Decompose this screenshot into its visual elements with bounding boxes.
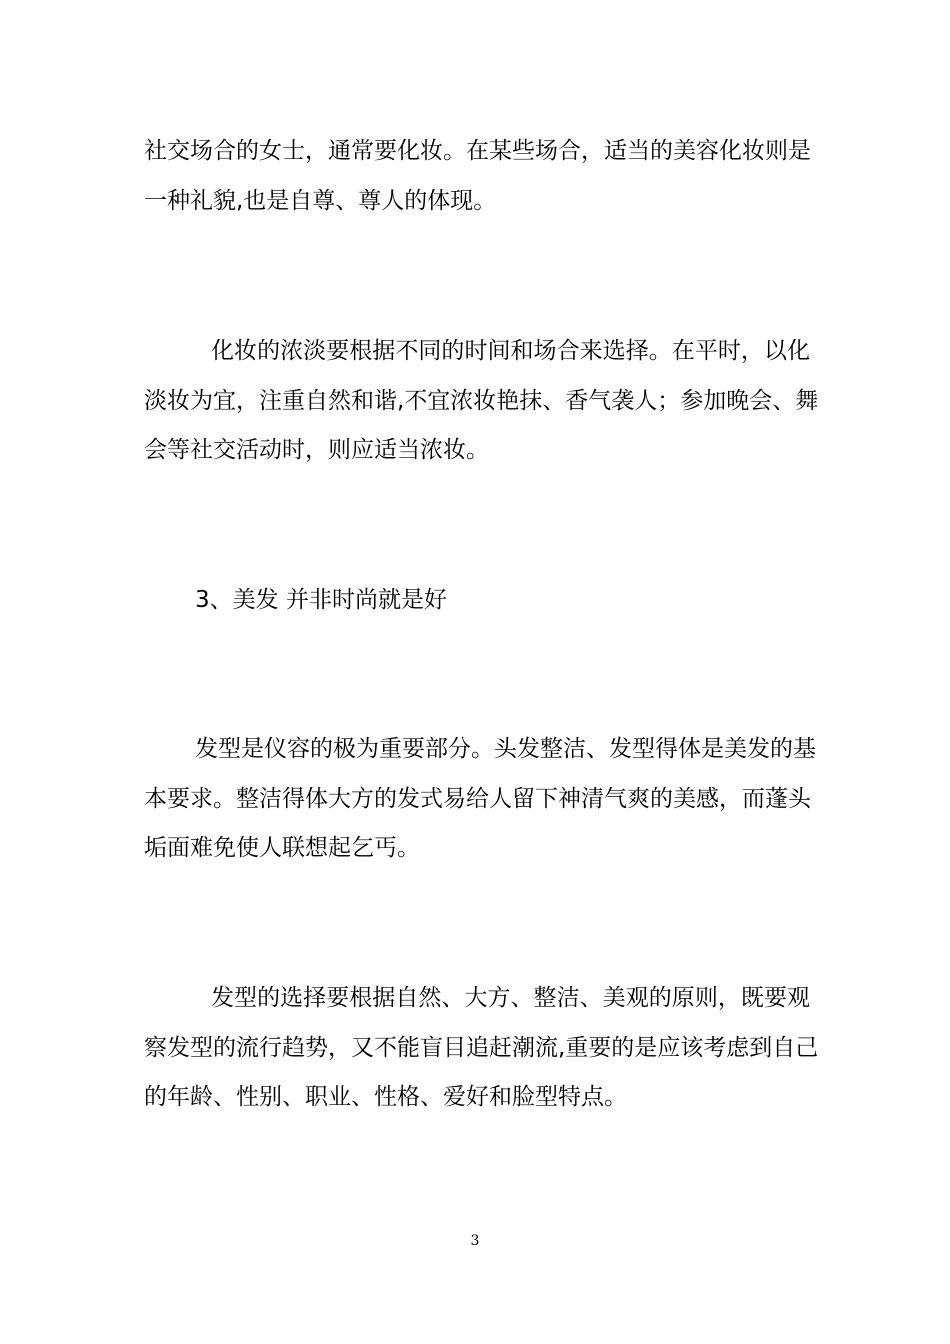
text-line: 淡妆为宜，注重自然和谐,不宜浓妆艳抹、香气袭人；参加晚会、舞 xyxy=(144,388,819,414)
text-line: 会等社交活动时，则应适当浓妆。 xyxy=(144,437,489,463)
heading-text: 3、美发 并非时尚就是好 xyxy=(195,587,447,613)
text-line: 一种礼貌,也是自尊、尊人的体现。 xyxy=(144,188,497,214)
text-line: 本要求。整洁得体大方的发式易给人留下神清气爽的美感，而蓬头 xyxy=(144,786,811,812)
text-line: 发型的选择要根据自然、大方、整洁、美观的原则，既要观 xyxy=(211,985,810,1011)
page-number: 3 xyxy=(470,1233,480,1249)
text-line: 发型是仪容的极为重要部分。头发整洁、发型得体是美发的基 xyxy=(195,736,816,762)
text-line: 化妆的浓淡要根据不同的时间和场合来选择。在平时，以化 xyxy=(211,338,810,364)
text-line: 的年龄、性别、职业、性格、爱好和脸型特点。 xyxy=(144,1084,627,1110)
text-line: 察发型的流行趋势，又不能盲目追赶潮流,重要的是应该考虑到自己 xyxy=(144,1035,819,1061)
text-line: 社交场合的女士，通常要化妆。在某些场合，适当的美容化妆则是 xyxy=(144,138,811,164)
text-line: 垢面难免使人联想起乞丐。 xyxy=(144,835,420,861)
